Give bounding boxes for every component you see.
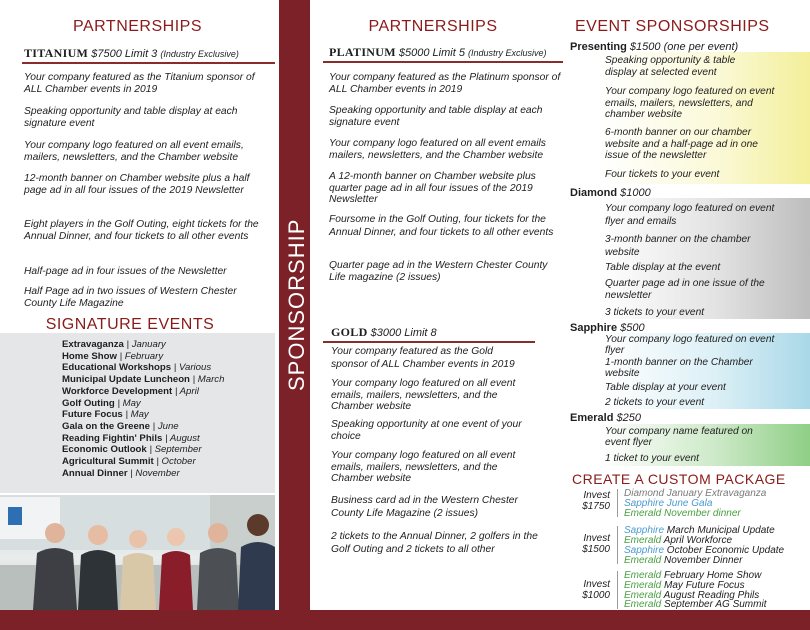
package-line: Emerald September AG Summit bbox=[624, 599, 767, 610]
spine-sponsorship-text: SPONSORSHIP bbox=[284, 218, 309, 391]
signature-event: Municipal Update Luncheon | March bbox=[62, 374, 225, 386]
platinum-tier-label bbox=[329, 45, 547, 60]
gold-item: Your company logo featured on all event emails, mailers, newsletters, and the Chamber website bbox=[331, 378, 516, 412]
titanium-item: Speaking opportunity and table display at each signature event bbox=[24, 106, 238, 129]
platinum-name: PLATINUM bbox=[329, 45, 396, 59]
platinum-price: $5000 Limit 5 bbox=[398, 47, 465, 59]
titanium-rule bbox=[22, 62, 275, 64]
package-line: Emerald November Dinner bbox=[624, 555, 743, 566]
package-line: Emerald February Home Show bbox=[624, 570, 762, 581]
group-photo bbox=[0, 495, 275, 610]
signature-event: Home Show | February bbox=[62, 350, 164, 362]
diamond-item: Your company logo featured on event flyer and emails bbox=[605, 203, 775, 227]
platinum-note: (Industry Exclusive) bbox=[468, 48, 547, 58]
diamond-item: Table display at the event bbox=[605, 262, 721, 273]
sapphire-price: $500 bbox=[620, 322, 645, 334]
titanium-item: Half Page ad in two issues of Western Chester County Life Magazine bbox=[24, 286, 237, 309]
signature-event: Economic Outlook | September bbox=[62, 444, 202, 456]
platinum-item: Foursome in the Golf Outing, four tickets for the Annual Dinner, and four tickets to all other events bbox=[329, 214, 554, 238]
package-line: Emerald May Future Focus bbox=[624, 580, 745, 591]
platinum-item: Your company featured as the Platinum sponsor of ALL Chamber events in 2019 bbox=[329, 72, 561, 95]
platinum-item: Speaking opportunity and table display at each signature event bbox=[329, 105, 543, 128]
gold-item: Your company featured as the Gold sponsor of ALL Chamber events in 2019 bbox=[331, 346, 515, 370]
gold-item: Speaking opportunity at one event of your choice bbox=[331, 419, 522, 442]
package-line: Sapphire October Economic Update bbox=[624, 545, 785, 556]
package-invest: Invest $1500 bbox=[582, 533, 610, 555]
diamond-item: 3-month banner on the chamber website bbox=[605, 234, 751, 258]
platinum-rule bbox=[323, 61, 563, 63]
gold-item: 2 tickets to the Annual Dinner, 2 golfers in the Golf Outing and 2 tickets to all other bbox=[331, 531, 538, 555]
package-line: Sapphire March Municipal Update bbox=[624, 525, 775, 536]
titanium-item: Eight players in the Golf Outing, eight tickets for the Annual Dinner, and four tickets to all other events bbox=[24, 219, 259, 242]
presenting-item: Four tickets to your event bbox=[605, 169, 720, 180]
diamond-item: 3 tickets to your event bbox=[605, 307, 705, 318]
group-photo-illustration bbox=[0, 495, 275, 610]
signature-event: Agricultural Summit | October bbox=[62, 456, 196, 467]
presenting-item: Speaking opportunity & table display at selected event bbox=[605, 55, 736, 78]
signature-events-box bbox=[0, 333, 275, 493]
titanium-name: TITANIUM bbox=[24, 46, 89, 60]
package-invest: Invest $1750 bbox=[582, 490, 610, 512]
signature-event: Gala on the Greene | June bbox=[62, 420, 179, 432]
signature-event: Golf Outing | May bbox=[62, 397, 141, 409]
sapphire-item: 2 tickets to your event bbox=[605, 397, 705, 408]
presenting-price: $1500 (one per event) bbox=[629, 41, 739, 53]
titanium-price: $7500 Limit 3 bbox=[91, 48, 158, 60]
signature-event: Educational Workshops | Various bbox=[62, 362, 212, 374]
package-divider bbox=[617, 526, 618, 564]
titanium-note: (Industry Exclusive) bbox=[160, 49, 239, 59]
signature-event: Annual Dinner | November bbox=[62, 467, 180, 479]
gold-item: Business card ad in the Western Chester County Life Magazine (2 issues) bbox=[331, 495, 518, 519]
signature-event: Reading Fightin' Phils | August bbox=[62, 432, 200, 444]
titanium-item: Your company logo featured on all event emails, mailers, newsletters, and the Chamber website bbox=[24, 140, 244, 163]
platinum-item: Your company logo featured on all event emails mailers, newsletters, and the Chamber website bbox=[329, 138, 546, 161]
presenting-name: Presenting bbox=[570, 41, 627, 53]
signature-events-heading: SIGNATURE EVENTS bbox=[45, 316, 215, 333]
gold-price: $3000 Limit 8 bbox=[370, 327, 437, 339]
package-divider bbox=[617, 489, 618, 517]
sapphire-item: Your company logo featured on event flyer bbox=[605, 334, 775, 356]
presenting-item: Your company logo featured on event emails, mailers, newsletters, and chamber website bbox=[605, 86, 775, 120]
package-line: Diamond January Extravaganza bbox=[624, 488, 767, 499]
presenting-label bbox=[570, 41, 738, 53]
diamond-label bbox=[570, 187, 651, 199]
signature-event: Future Focus | May bbox=[62, 409, 149, 421]
package-invest: Invest $1000 bbox=[582, 579, 610, 601]
emerald-price: $250 bbox=[616, 412, 641, 424]
titanium-item: Half-page ad in four issues of the Newsletter bbox=[24, 266, 227, 277]
emerald-name: Emerald bbox=[570, 412, 614, 424]
sapphire-name: Sapphire bbox=[570, 322, 618, 334]
bottom-bar bbox=[0, 610, 810, 630]
signature-event: Extravaganza | January bbox=[62, 339, 166, 350]
left-partnerships-heading: PARTNERSHIPS bbox=[73, 18, 202, 35]
gold-rule bbox=[323, 341, 535, 343]
package-line: Emerald April Workforce bbox=[624, 535, 733, 546]
sapphire-item: Table display at your event bbox=[605, 382, 726, 393]
sapphire-item: 1-month banner on the Chamber website bbox=[605, 357, 753, 379]
package-line: Sapphire June Gala bbox=[624, 498, 713, 509]
package-line: Emerald August Reading Phils bbox=[624, 590, 760, 601]
gold-name: GOLD bbox=[331, 325, 368, 339]
diamond-item: Quarter page ad in one issue of the newsletter bbox=[605, 278, 765, 301]
presenting-item: 6-month banner on our chamber website and a half-page ad in one issue of the newsletter bbox=[605, 127, 758, 161]
diamond-price: $1000 bbox=[620, 187, 651, 199]
diamond-name: Diamond bbox=[570, 187, 618, 199]
gold-item: Your company logo featured on all event emails, mailers, newsletters, and the Chamber website bbox=[331, 450, 516, 484]
emerald-item: 1 ticket to your event bbox=[605, 453, 700, 464]
platinum-item: Quarter page ad in the Western Chester County Life magazine (2 issues) bbox=[329, 260, 548, 283]
signature-event: Workforce Development | April bbox=[62, 385, 199, 397]
titanium-item: Your company featured as the Titanium sponsor of ALL Chamber events in 2019 bbox=[24, 72, 255, 95]
middle-partnerships-heading: PARTNERSHIPS bbox=[368, 18, 498, 35]
package-divider bbox=[617, 571, 618, 609]
custom-package-heading: CREATE A CUSTOM PACKAGE bbox=[572, 471, 786, 487]
titanium-tier-label bbox=[24, 46, 239, 61]
emerald-item: Your company name featured on event flyer bbox=[605, 426, 753, 448]
event-sponsorships-heading: EVENT SPONSORSHIPS bbox=[575, 18, 770, 35]
gold-tier-label bbox=[331, 325, 437, 340]
titanium-item: 12-month banner on Chamber website plus a half page ad in all four issues of the 2019 Newsletter bbox=[24, 173, 250, 196]
emerald-label bbox=[570, 412, 641, 424]
platinum-item: A 12-month banner on Chamber website plus quarter page ad in all four issues of the 2019 Newsletter bbox=[329, 171, 536, 205]
package-line: Emerald November dinner bbox=[624, 508, 741, 519]
sapphire-label bbox=[570, 322, 645, 334]
